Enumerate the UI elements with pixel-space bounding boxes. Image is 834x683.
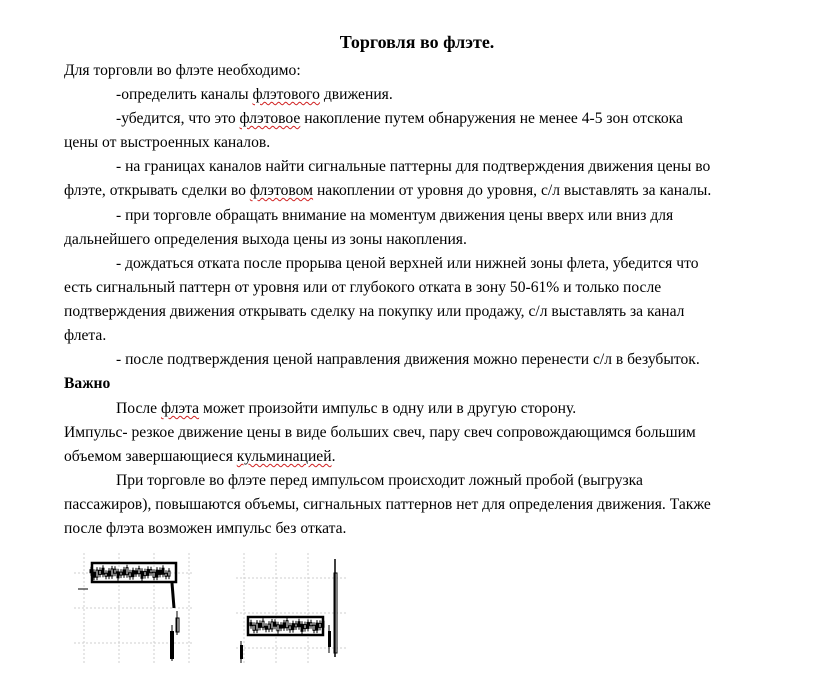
chart-1-candle (96, 570, 98, 577)
chart-1-candle (168, 571, 170, 576)
chart-1-candle (114, 569, 116, 573)
chart-2-candle (286, 621, 288, 628)
chart-2-candle (298, 622, 300, 627)
chart-2-candle (316, 623, 318, 630)
important-line-5: пассажиров), повышаются объемы, сигнальных паттернов нет для определения движения. Также (64, 496, 711, 513)
chart-1-candle (141, 571, 143, 578)
important-line-4: При торговле во флэте перед импульсом происходит ложный пробой (выгрузка (116, 472, 643, 489)
text-segment: объемом завершающиеся (64, 448, 237, 465)
chart-1-candle (144, 572, 146, 576)
chart-2-candle (280, 625, 282, 628)
intro-text: Для торговли во флэте необходимо: (64, 62, 301, 79)
text-segment: После (116, 400, 161, 417)
chart-1-candle (111, 569, 113, 576)
chart-2-candle (295, 624, 297, 627)
text-segment: накопление путем обнаружения не менее 4-5 зон отскока (300, 110, 683, 127)
list-line-5 (64, 180, 711, 202)
chart-1-candle (105, 573, 107, 576)
chart-2-candle (310, 623, 312, 626)
chart-1-candle (108, 571, 110, 576)
chart-2-candle (250, 623, 252, 626)
list-line-7: дальнейшего определения выхода цены из зоны накопления. (64, 231, 467, 248)
list-line-1 (116, 84, 393, 106)
text-segment: накоплении от уровня до уровня, с/л выставлять за каналы. (313, 182, 712, 199)
chart-2-candle (274, 622, 276, 626)
important-line-3 (64, 446, 335, 468)
list-line-3: цены от выстроенных каналов. (64, 134, 271, 151)
chart-2-candle (259, 623, 261, 627)
chart-1-candle (117, 572, 119, 578)
chart-2-candle (304, 625, 306, 629)
list-line-4: - на границах каналов найти сигнальные паттерны для подтверждения движения цены во (116, 158, 711, 175)
list-line-2 (116, 108, 683, 130)
chart-2-candle (289, 626, 291, 630)
important-line-2: Импульс- резкое движение цены в виде больших свеч, пару свеч сопровождающимся большим (64, 424, 696, 441)
chart-1-image (74, 553, 194, 665)
chart-2-candle (265, 626, 267, 629)
text-segment: может произойти импульс в одну или в другую сторону. (199, 400, 577, 417)
chart-1-candle (159, 570, 161, 574)
text-segment: . (331, 448, 336, 465)
list-line-11: флета. (64, 327, 107, 344)
important-line-1 (116, 398, 576, 420)
chart-1-candle (102, 568, 104, 574)
chart-1-candle (99, 570, 101, 574)
important-line-6: после флэта возможен импульс без отката. (64, 520, 347, 537)
list-line-8: - дождаться отката после прорыва ценой верхней или нижней зоны флета, убедится что (116, 255, 699, 272)
chart-2-candle (283, 623, 285, 628)
chart-2-candle (307, 622, 309, 628)
important-heading: Важно (64, 375, 111, 392)
spellcheck-word: флэтовое (239, 110, 301, 127)
chart-1-candle (165, 573, 167, 576)
document-title: Торговля во флэте. (339, 32, 495, 52)
chart-2-candle (268, 624, 270, 629)
chart-1-candle (129, 573, 131, 577)
chart-2-candle (292, 624, 294, 630)
chart-1-candle (120, 572, 122, 575)
chart-2-candle (301, 624, 303, 631)
chart-2-candle (319, 623, 321, 627)
chart-1-candle (138, 569, 140, 574)
chart-2-candle (271, 622, 273, 629)
chart-2-candle (277, 625, 279, 631)
spellcheck-word: флэта (160, 400, 200, 417)
list-line-10: подтверждения движения открывать сделку на покупку или продажу, с/л выставлять за канал (64, 303, 685, 320)
list-line-6: - при торговле обращать внимание на моментум движения цены вверх или вниз для (116, 207, 674, 224)
chart-2-candle (313, 625, 315, 630)
list-line-9: есть сигнальный паттерн от уровня или от глубокого отката в зону 50-61% и только после (64, 279, 662, 296)
chart-2-candle (262, 621, 264, 627)
text-segment: движения. (319, 86, 393, 103)
chart-1-candle (153, 572, 155, 577)
spellcheck-word: флэтовом (249, 182, 314, 199)
list-line-12: - после подтверждения ценой направления движения можно перенести с/л в безубыток. (116, 351, 700, 368)
chart-2-candle (253, 625, 255, 630)
chart-1-candle (156, 570, 158, 577)
spellcheck-word: кульминацией (236, 448, 332, 465)
chart-1-candle (135, 571, 137, 574)
chart-1-candle (93, 572, 95, 577)
spellcheck-word: флэтового (252, 86, 320, 103)
chart-2-image (236, 553, 348, 665)
text-segment: -определить каналы (116, 86, 253, 103)
chart-1-candle (123, 570, 125, 575)
chart-1-candle (147, 569, 149, 575)
chart-1-candle (126, 568, 128, 575)
text-segment: флэте, открывать сделки во (64, 182, 250, 199)
chart-1-candle (162, 568, 164, 574)
text-segment: -убедится, что это (116, 110, 240, 127)
chart-1-candle (132, 571, 134, 577)
chart-1-candle (150, 570, 152, 573)
chart-2-candle (256, 623, 258, 630)
